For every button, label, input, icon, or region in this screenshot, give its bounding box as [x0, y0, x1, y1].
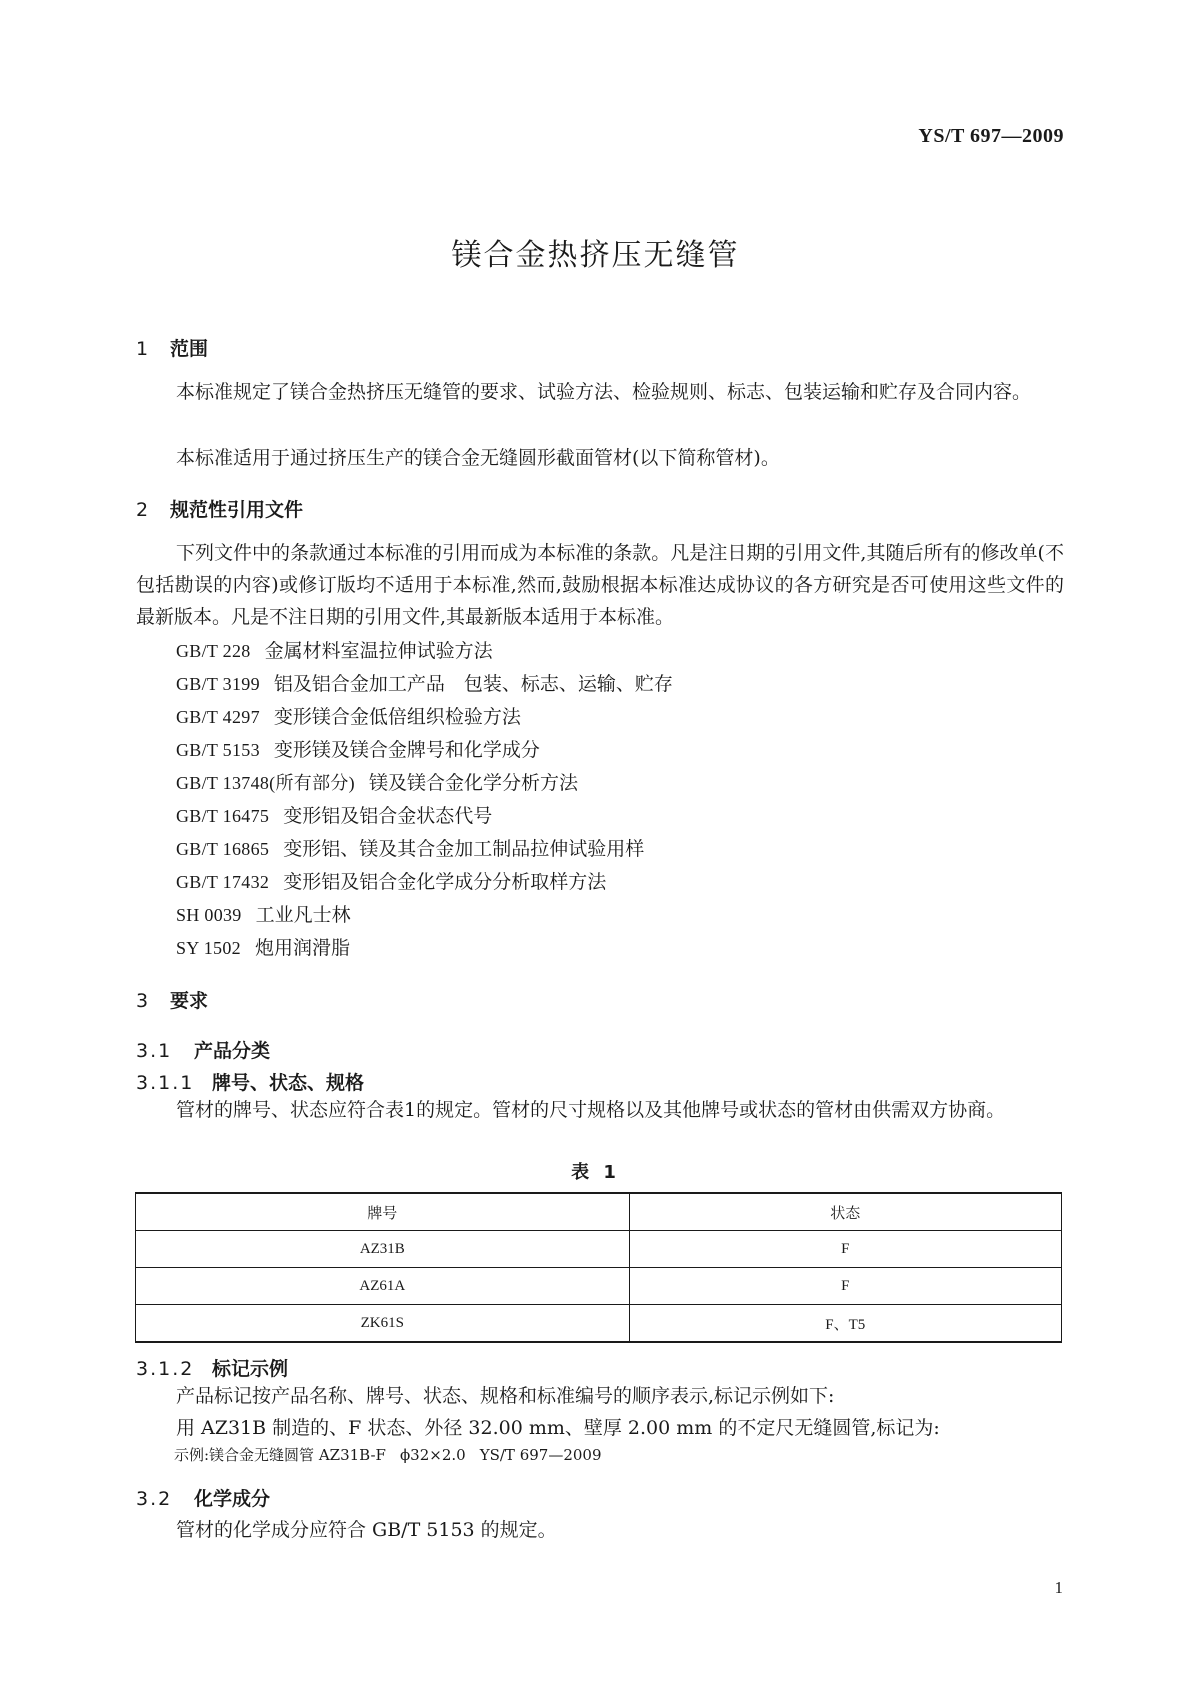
- reference-item: [176, 668, 673, 700]
- subsection-3-1-2-heading: [136, 1354, 288, 1381]
- column-header-grade: 牌号: [136, 1193, 630, 1231]
- cell-temper: F: [629, 1231, 1061, 1268]
- subsection-3-1-heading: [136, 1036, 270, 1063]
- standard-code: YS/T 697—2009: [918, 125, 1064, 147]
- document-title: 镁合金热挤压无缝管: [451, 238, 740, 273]
- reference-code: GB/T 3199: [176, 674, 260, 694]
- chemical-composition-paragraph: 管材的化学成分应符合 GB/T 5153 的规定。: [176, 1519, 557, 1541]
- reference-title: 变形镁及镁合金牌号和化学成分: [273, 739, 540, 761]
- section-number: 3.1.2: [136, 1358, 195, 1380]
- reference-code: GB/T 4297: [176, 707, 260, 727]
- reference-title: 变形镁合金低倍组织检验方法: [273, 706, 521, 728]
- reference-item: [176, 899, 351, 931]
- reference-code: GB/T 16475: [176, 806, 270, 826]
- reference-code: GB/T 5153: [176, 740, 260, 760]
- example-standard: YS/T 697—2009: [479, 1446, 602, 1464]
- subsection-3-1-1-heading: [136, 1068, 364, 1095]
- cell-grade: ZK61S: [136, 1305, 630, 1343]
- table-row: [136, 1268, 1062, 1305]
- reference-title: 变形铝及铝合金状态代号: [283, 805, 493, 827]
- references-intro: 下列文件中的条款通过本标准的引用而成为本标准的条款。凡是注日期的引用文件,其随后所有的修改单(不包括勘误的内容)或修订版均不适用于本标准,然而,鼓励根据本标准达成协议的各方研究是否可使用这些文件的最新版本。凡是不注日期的引用文件,其最新版本适用于本标准。: [136, 542, 1064, 628]
- scope-paragraph-2: 本标准适用于通过挤压生产的镁合金无缝圆形截面管材(以下简称管材)。: [176, 447, 780, 469]
- reference-code: GB/T 17432: [176, 872, 270, 892]
- marking-paragraph-1: 产品标记按产品名称、牌号、状态、规格和标准编号的顺序表示,标记示例如下:: [176, 1385, 835, 1407]
- reference-item: [176, 833, 644, 865]
- reference-item: [176, 734, 540, 766]
- section-number: 3.2: [136, 1488, 173, 1510]
- reference-code: SH 0039: [176, 905, 242, 925]
- section-title: 标记示例: [212, 1358, 289, 1380]
- reference-code: GB/T 16865: [176, 839, 270, 859]
- reference-title: 铝及铝合金加工产品 包装、标志、运输、贮存: [273, 673, 673, 695]
- section-title: 规范性引用文件: [170, 499, 304, 521]
- reference-item: [176, 701, 521, 733]
- table-header-row: [136, 1193, 1062, 1231]
- column-header-temper: 状态: [629, 1193, 1061, 1231]
- reference-title: 镁及镁合金化学分析方法: [368, 772, 578, 794]
- cell-grade: AZ61A: [136, 1268, 630, 1305]
- section-number: 3: [136, 990, 149, 1012]
- section-title: 牌号、状态、规格: [212, 1072, 365, 1094]
- cell-temper: F、T5: [629, 1305, 1061, 1343]
- reference-item: [176, 800, 492, 832]
- page-number: 1: [1054, 1578, 1063, 1597]
- reference-item: [176, 932, 350, 964]
- table-row: [136, 1305, 1062, 1343]
- reference-title: 变形铝及铝合金化学成分分析取样方法: [283, 871, 607, 893]
- marking-paragraph-2: 用 AZ31B 制造的、F 状态、外径 32.00 mm、壁厚 2.00 mm 的不定尺无缝圆管,标记为:: [176, 1417, 940, 1439]
- section-3-heading: [136, 986, 208, 1013]
- cell-grade: AZ31B: [136, 1231, 630, 1268]
- section-1-heading: [136, 334, 208, 361]
- subsection-3-2-heading: [136, 1484, 270, 1511]
- scope-paragraph-1: 本标准规定了镁合金热挤压无缝管的要求、试验方法、检验规则、标志、包装运输和贮存及合同内容。: [176, 381, 1032, 403]
- reference-item: [176, 635, 493, 667]
- reference-code: SY 1502: [176, 938, 241, 958]
- grade-temper-table: [135, 1192, 1062, 1343]
- section-title: 范围: [170, 338, 209, 360]
- section-title: 产品分类: [194, 1040, 271, 1062]
- section-number: 1: [136, 338, 149, 360]
- section-number: 2: [136, 499, 149, 521]
- grade-temper-paragraph: 管材的牌号、状态应符合表1的规定。管材的尺寸规格以及其他牌号或状态的管材由供需双方协商。: [176, 1099, 1006, 1121]
- reference-title: 变形铝、镁及其合金加工制品拉伸试验用样: [283, 838, 645, 860]
- example-spec: ϕ32×2.0: [399, 1446, 466, 1464]
- reference-title: 炮用润滑脂: [254, 937, 350, 959]
- section-number: 3.1: [136, 1040, 173, 1062]
- reference-code: GB/T 13748(所有部分): [176, 773, 355, 793]
- section-title: 要求: [170, 990, 209, 1012]
- cell-temper: F: [629, 1268, 1061, 1305]
- example-label: 示例:镁合金无缝圆管 AZ31B-F: [174, 1446, 386, 1464]
- section-title: 化学成分: [194, 1488, 271, 1510]
- table-title: 表 1: [571, 1162, 620, 1183]
- reference-item: [176, 767, 578, 799]
- section-2-heading: [136, 495, 303, 522]
- marking-example: [174, 1444, 616, 1465]
- reference-item: [176, 866, 606, 898]
- reference-title: 工业凡士林: [255, 904, 351, 926]
- section-number: 3.1.1: [136, 1072, 195, 1094]
- reference-title: 金属材料室温拉伸试验方法: [264, 640, 493, 662]
- reference-code: GB/T 228: [176, 641, 251, 661]
- table-row: [136, 1231, 1062, 1268]
